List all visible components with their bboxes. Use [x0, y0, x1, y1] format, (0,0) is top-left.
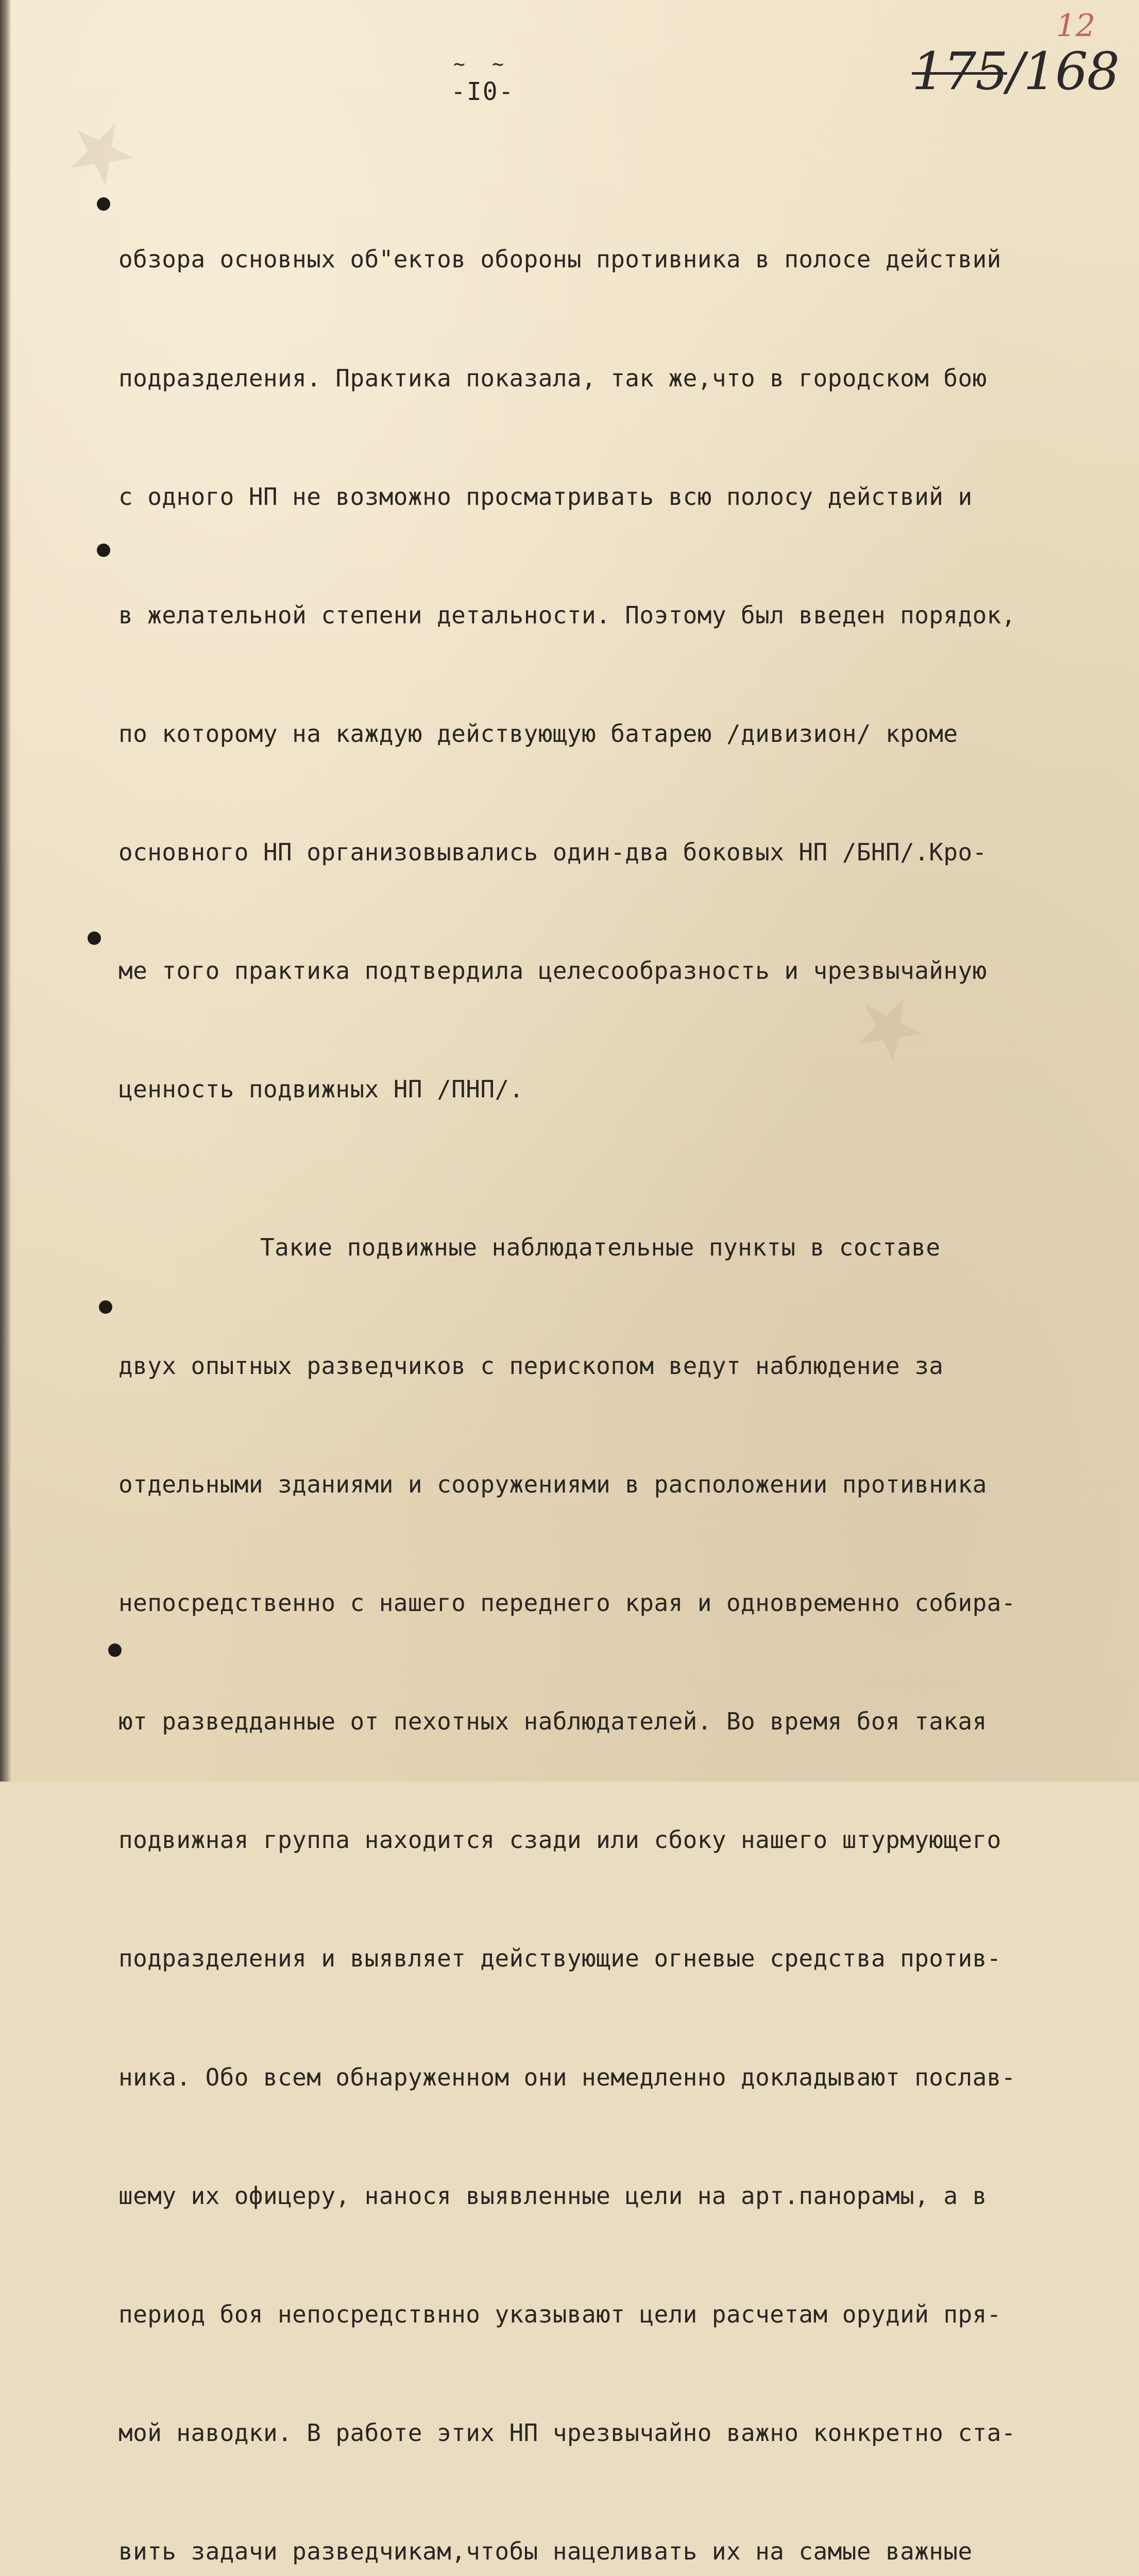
binding-hole	[88, 931, 101, 945]
text-line: по которому на каждую действующую батарею /дивизион/ кроме	[118, 719, 958, 748]
text-line: вить задачи разведчикам,чтобы нацеливать их на самые важные	[118, 2537, 973, 2565]
text-line: непосредственно с нашего переднего края и одновременно собира-	[118, 1589, 1016, 1617]
text-line: подразделения. Практика показала, так же,что в городском бою	[118, 364, 987, 392]
watermark: ★	[826, 967, 947, 1088]
text-line: подвижная группа находится сзади или сбоку нашего штурмующего	[118, 1826, 1001, 1854]
text-line: с одного НП не возможно просматривать всю полосу действий и	[118, 482, 973, 511]
binding-hole	[97, 197, 110, 211]
text-line: ме того практика подтвердила целесообразность и чрезвычайную	[118, 956, 987, 985]
text-line: мой наводки. В работе этих НП чрезвычайно важно конкретно ста-	[118, 2418, 1016, 2447]
text-line: период боя непосредствнно указывают цели расчетам орудий пря-	[118, 2300, 1001, 2328]
text-line: ценность подвижных НП /ПНП/.	[118, 1075, 524, 1104]
binding-hole	[97, 544, 110, 557]
text-line: обзора основных об"ектов обороны противника в полосе действий	[118, 245, 1001, 274]
text-line: ника. Обо всем обнаруженном они немедленно докладывают послав-	[118, 2063, 1016, 2091]
text-line: ют разведданные от пехотных наблюдателей. Во время боя такая	[118, 1707, 987, 1736]
red-sheet-number: 12	[1056, 8, 1096, 44]
archive-number-new: 168	[1023, 41, 1119, 101]
archive-number-old: 175	[912, 41, 1007, 101]
paragraph-first-line: Такие подвижные наблюдательные пункты в составе	[260, 1233, 941, 1261]
archive-sheet-number	[912, 41, 1118, 101]
text-line: подразделения и выявляет действующие огневые средства против-	[118, 1944, 1001, 1973]
text-line: шему их офицеру, нанося выявленные цели на арт.панорамы, а в	[118, 2181, 987, 2210]
watermark: ★	[38, 91, 159, 212]
text-line: отдельными зданиями и сооружениями в расположении противника	[118, 1470, 987, 1499]
text-line: двух опытных разведчиков с перископом ведут наблюдение за	[118, 1351, 944, 1380]
tilde-mark: ~	[453, 53, 465, 75]
tilde-mark: ~	[492, 53, 504, 75]
binding-hole	[99, 1300, 112, 1314]
page-number: -I0-	[451, 77, 515, 106]
archive-number-slash: /	[1007, 41, 1024, 101]
text-line: основного НП организовывались один-два боковых НП /БНП/.Кро-	[118, 838, 987, 866]
page-edge-shadow	[0, 0, 11, 1782]
text-line: в желательной степени детальности. Поэтому был введен порядок,	[118, 601, 1016, 629]
document-body	[118, 161, 1087, 2576]
